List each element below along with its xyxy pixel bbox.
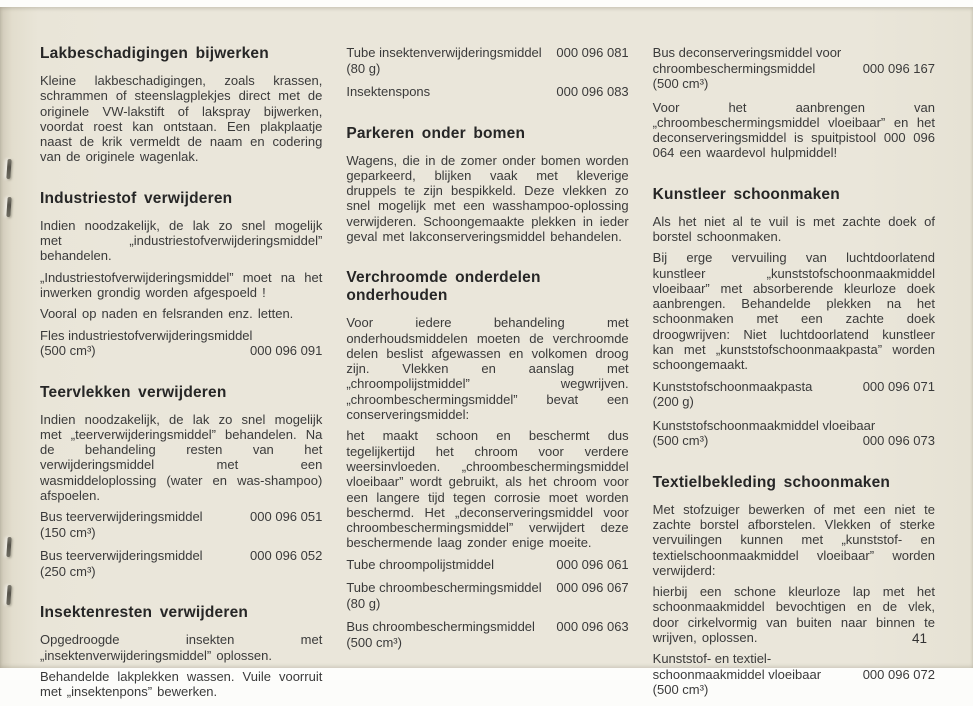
product-part-number-entry — [653, 651, 935, 698]
product-row — [653, 682, 935, 698]
product-description: (500 cm³) — [652, 76, 709, 91]
section-heading: Verchroomde onderdelen onderhouden — [346, 269, 541, 305]
product-description: (80 g) — [346, 60, 381, 76]
product-part-number-entry — [653, 45, 935, 92]
product-description: Tube insektenverwijderingsmiddel — [346, 45, 542, 60]
product-description: (500 cm³) — [652, 433, 709, 449]
section-heading: Insektenresten verwijderen — [40, 604, 249, 622]
product-description: Fles industriestofverwijderingsmiddel — [40, 327, 253, 343]
product-description: (500 cm³) — [346, 634, 402, 650]
product-description: (500 cm³) — [40, 343, 96, 359]
part-number: 000 096 061 — [556, 556, 629, 572]
body-paragraph: Voor het aanbrengen van „chroombeschermingsmiddel vloeibaar” en het deconserveringsmiddel is spuitpistool 000 096 064 een waardevol hulpmiddel! — [652, 99, 935, 161]
product-description: Kunststofschoonmaakpasta — [652, 378, 813, 394]
product-part-number-entry — [40, 328, 322, 359]
product-row — [40, 509, 322, 525]
product-part-number-entry — [40, 548, 322, 579]
product-description: (150 cm³) — [40, 524, 96, 540]
product-row — [653, 76, 935, 92]
product-part-number-entry — [346, 619, 628, 650]
product-description: chroombeschermingsmiddel — [652, 60, 816, 76]
part-number: 000 096 081 — [556, 45, 629, 60]
product-row — [346, 635, 628, 651]
staple-mark — [6, 537, 11, 557]
product-row — [40, 343, 322, 359]
product-row — [653, 651, 935, 667]
section-heading: Teervlekken verwijderen — [40, 383, 227, 401]
product-description: (500 cm³) — [652, 682, 709, 698]
part-number: 000 096 073 — [862, 433, 935, 449]
staple-mark — [6, 159, 11, 179]
product-row — [346, 580, 628, 596]
text-columns — [40, 45, 935, 706]
product-row — [346, 84, 628, 100]
body-paragraph: Kleine lakbeschadigingen, zoals krassen, schrammen of steenslagplekjes direct met de originele VW-lakstift of lakspray bijwerken, voordat roest kan ontstaan. Een plakplaatje naast de krik vermeldt de naam en codering van de originele wagenlak. — [40, 73, 323, 165]
product-description: Bus teerverwijderingsmiddel — [40, 509, 203, 525]
body-paragraph: Als het niet al te vuil is met zachte doek of borstel schoonmaken. — [652, 213, 935, 244]
product-row — [653, 418, 935, 434]
body-paragraph: Behandelde lakplekken wassen. Vuile voorruit met „insektenpons” bewerken. — [40, 668, 323, 700]
product-row — [40, 525, 322, 541]
product-part-number-entry — [40, 509, 322, 540]
part-number: 000 096 083 — [556, 84, 629, 99]
product-part-number-entry — [346, 580, 628, 611]
section-heading: Parkeren onder bomen — [346, 124, 526, 142]
section-heading: Kunstleer schoonmaken — [652, 185, 840, 203]
product-part-number-entry — [653, 379, 935, 410]
product-description: Kunststof- en textiel- — [652, 651, 772, 667]
product-row — [653, 433, 935, 449]
product-row — [653, 667, 935, 683]
page-number: 41 — [911, 631, 927, 646]
product-row — [346, 45, 628, 61]
body-paragraph: Indien noodzakelijk, de lak zo snel mogelijk met „teerverwijderingsmiddel” behandelen. Na de behandeling resten van het verwijderingsmiddel met een wasmiddeloplossing (water en was-shampoo) afspoelen. — [40, 411, 323, 504]
product-description: Tube chroombeschermingsmiddel — [346, 580, 542, 596]
product-row — [346, 61, 628, 77]
product-part-number-entry — [346, 45, 628, 76]
product-part-number-entry — [346, 557, 628, 573]
product-description: Bus deconserveringsmiddel voor — [652, 45, 842, 60]
product-description: (200 g) — [652, 394, 694, 410]
body-paragraph: het maakt schoon en beschermt dus tegelijkertijd het chroom voor verdere weersinvloeden. „chroombeschermingsmiddel vloeibaar” wordt gebruikt, als het chroom voor een langere tijd tegen corrosie moet worden beschermd. Het „deconserveringsmiddel voor chroombeschermingsmiddel” verwijdert deze beschermende laag zonder enige moeite. — [346, 428, 629, 551]
section-heading: Lakbeschadigingen bijwerken — [40, 45, 269, 62]
product-description: Bus teerverwijderingsmiddel — [40, 548, 203, 564]
product-description: Insektenspons — [346, 84, 431, 99]
column-1 — [40, 45, 322, 706]
product-row — [653, 394, 935, 410]
staple-mark — [6, 197, 11, 217]
product-description: (80 g) — [346, 595, 381, 611]
part-number: 000 096 063 — [556, 619, 629, 635]
part-number: 000 096 091 — [250, 343, 323, 359]
part-number: 000 096 072 — [862, 666, 935, 682]
product-description: Bus chroombeschermingsmiddel — [346, 619, 535, 635]
product-description: Kunststofschoonmaakmiddel vloeibaar — [652, 417, 876, 433]
part-number: 000 096 071 — [862, 378, 935, 394]
body-paragraph: „Industriestofverwijderingsmiddel” moet na het inwerken grondig worden afgespoeld ! — [40, 269, 323, 300]
product-row — [653, 379, 935, 395]
body-paragraph: Wagens, die in de zomer onder bomen worden geparkeerd, blijken vaak met kleverige druppels te zijn bespikkeld. Deze vlekken zo snel mogelijk met een wasshampoo-oplossing verwijderen. Schoongemaakte plekken in ieder geval met lakconserveringsmiddel behandelen. — [346, 152, 629, 244]
part-number: 000 096 051 — [250, 509, 323, 525]
product-part-number-entry — [653, 418, 935, 449]
body-paragraph: hierbij een schone kleurloze lap met het schoonmaakmiddel bevochtigen en de vlek, door cirkelvormig van buiten naar binnen te wrijven, oplossen. — [652, 584, 935, 646]
body-paragraph: Met stofzuiger bewerken of met een niet te zachte borstel afborstelen. Vlekken of sterke vervuilingen kunnen met „kunststof- en textielschoonmaakmiddel vloeibaar” worden verwijderd: — [652, 501, 935, 578]
product-description: (250 cm³) — [40, 563, 96, 579]
part-number: 000 096 067 — [556, 580, 629, 596]
body-paragraph: Opgedroogde insekten met „insektenverwijderingsmiddel” oplossen. — [40, 632, 323, 663]
part-number: 000 096 052 — [250, 548, 323, 564]
part-number: 000 096 167 — [862, 60, 935, 76]
product-description: schoonmaakmiddel vloeibaar — [652, 666, 822, 682]
column-2 — [346, 45, 628, 706]
scan-edge-top — [0, 0, 973, 7]
product-row — [346, 557, 628, 573]
section-heading: Textielbekleding schoonmaken — [652, 473, 891, 491]
product-description: Tube chroompolijstmiddel — [346, 556, 494, 572]
product-part-number-entry — [346, 84, 628, 100]
column-3 — [653, 45, 935, 706]
product-row — [40, 548, 322, 564]
product-row — [346, 596, 628, 612]
staple-mark — [6, 585, 11, 605]
body-paragraph: Bij erge vervuiling van luchtdoorlatend kunstleer „kunststofschoonmaakmiddel vloeibaar” met absorberende kleurloze doek aanbrengen. Behandelde plekken na het schoonmaken met een zachte doek droogwrijven: Niet luchtdoorlatend kunstleer kan met „kunststofschoonmaakpasta” worden schoongemaakt. — [652, 250, 935, 373]
product-row — [40, 564, 322, 580]
product-row — [653, 61, 935, 77]
body-paragraph: Voor iedere behandeling met onderhoudsmiddelen moeten de verchroomde delen beslist afgewassen en volkomen droog zijn. Vlekken en aanslag met „chroompolijstmiddel” wegwrijven. „chroombeschermingsmiddel” bevat een conserveringsmiddel: — [346, 315, 629, 423]
product-row — [40, 328, 322, 344]
product-row — [653, 45, 935, 61]
manual-page — [0, 7, 973, 700]
section-heading: Industriestof verwijderen — [40, 189, 233, 207]
body-paragraph: Indien noodzakelijk, de lak zo snel mogelijk met „industriestofverwijderingsmiddel” behandelen. — [40, 217, 323, 264]
body-paragraph: Vooral op naden en felsranden enz. letten. — [40, 306, 294, 322]
product-row — [346, 619, 628, 635]
